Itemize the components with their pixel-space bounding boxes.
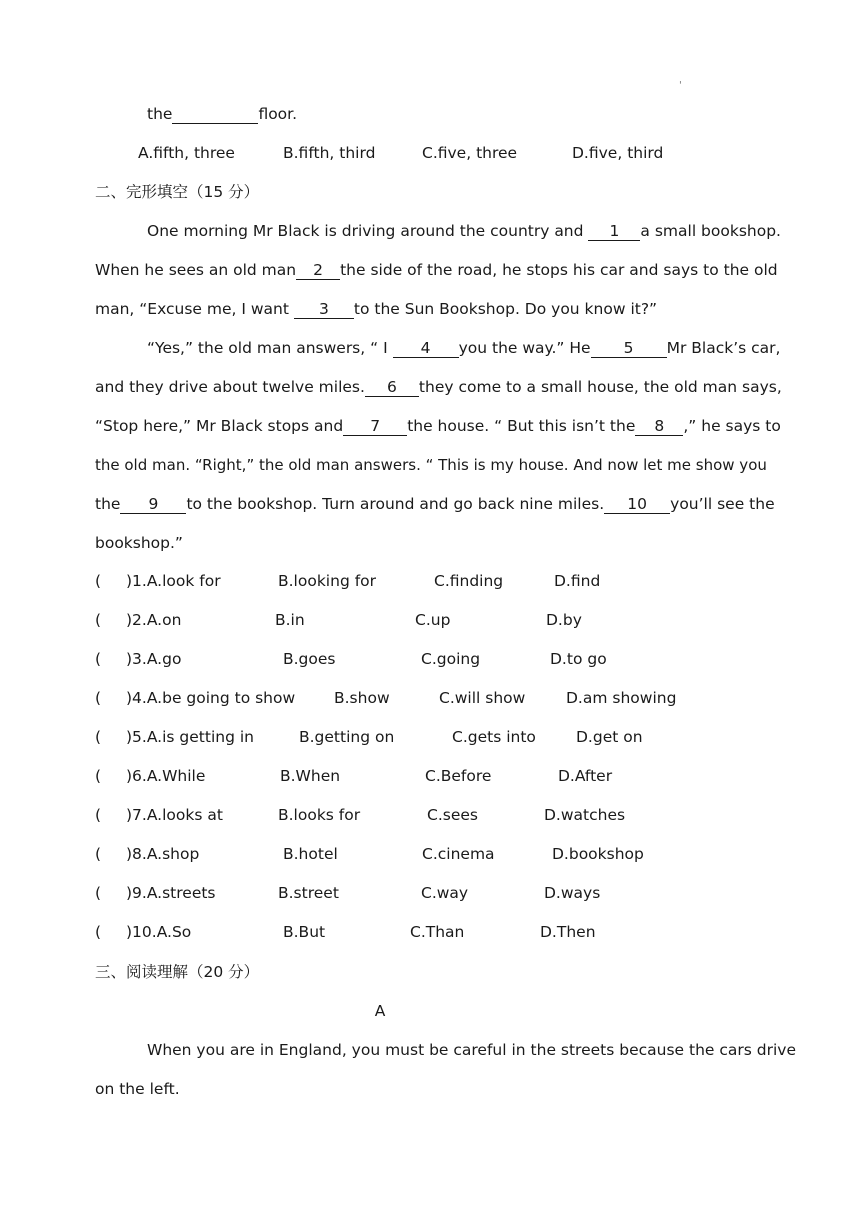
question-number: )3.A.go — [126, 650, 182, 668]
passage-line-4 — [147, 338, 780, 358]
text: to the Sun Bookshop. Do you know it?” — [353, 300, 658, 318]
text: ,” he says to — [683, 417, 781, 435]
text: you’ll see the — [670, 495, 775, 513]
question-row-10 — [95, 923, 775, 943]
text: “Yes,” the old man answers, “ I — [147, 339, 388, 357]
passage-line-3 — [95, 299, 657, 319]
question-number: )8.A.shop — [126, 845, 200, 863]
text: the — [95, 495, 121, 513]
question-row-1 — [95, 572, 775, 592]
passage-line-9: bookshop.” — [95, 534, 183, 552]
text: to the bookshop. Turn around and go back nine miles. — [186, 495, 605, 513]
question-row-7 — [95, 806, 775, 826]
question-row-3 — [95, 650, 775, 670]
text: the side of the road, he stops his car and says to the old — [340, 261, 778, 279]
blank-9: 9 — [120, 495, 186, 514]
prev-question-line — [147, 104, 297, 124]
option-b: B.When — [280, 767, 341, 785]
question-row-8 — [95, 845, 775, 865]
text: the — [147, 105, 173, 123]
option-b: B.goes — [283, 650, 336, 668]
option-d: D.After — [558, 767, 613, 785]
question-number: )4.A.be going to show — [126, 689, 296, 707]
option-d: D.find — [554, 572, 601, 590]
blank-4: 4 — [393, 339, 459, 358]
question-number: )9.A.streets — [126, 884, 216, 902]
passage-label: A — [374, 1002, 386, 1020]
option-b: B.street — [278, 884, 339, 902]
passage-line-7: the old man. “Right,” the old man answers. “ This is my house. And now let me show you — [95, 456, 767, 474]
option-b: B.getting on — [299, 728, 395, 746]
blank-6: 6 — [365, 378, 419, 397]
option-c: C.gets into — [452, 728, 536, 746]
option-b: B.But — [283, 923, 326, 941]
blank-3: 3 — [294, 300, 354, 319]
option-c: C.going — [421, 650, 481, 668]
option-d: D.am showing — [566, 689, 677, 707]
answer-paren: ( — [95, 650, 102, 668]
text: When he sees an old man — [95, 261, 297, 279]
option-b: B.looking for — [278, 572, 377, 590]
option-d: D.Then — [540, 923, 596, 941]
text: you the way.” He — [458, 339, 591, 357]
blank-8: 8 — [635, 417, 683, 436]
text: man, “Excuse me, I want — [95, 300, 289, 318]
passage-line-8 — [95, 494, 775, 514]
option-b: B.in — [275, 611, 305, 629]
option-d: D.get on — [576, 728, 643, 746]
answer-blank — [172, 105, 258, 124]
stray-mark: ' — [679, 80, 682, 91]
passage-line-2 — [95, 260, 778, 280]
blank-2: 2 — [296, 261, 340, 280]
option-b: B.show — [334, 689, 390, 707]
text: a small bookshop. — [640, 222, 781, 240]
reading-line-1: When you are in England, you must be careful in the streets because the cars drive — [147, 1041, 796, 1059]
question-row-4 — [95, 689, 775, 709]
text: One morning Mr Black is driving around the country and — [147, 222, 584, 240]
text: Mr Black’s car, — [666, 339, 781, 357]
option-b: B.hotel — [283, 845, 338, 863]
text: the house. “ But this isn’t the — [407, 417, 636, 435]
option-c: C.sees — [427, 806, 478, 824]
option-d: D.ways — [544, 884, 601, 902]
option-d: D.to go — [550, 650, 607, 668]
question-row-2 — [95, 611, 775, 631]
passage-line-6 — [95, 416, 781, 436]
blank-5: 5 — [591, 339, 667, 358]
question-number: )6.A.While — [126, 767, 206, 785]
blank-10: 10 — [604, 495, 670, 514]
answer-paren: ( — [95, 806, 102, 824]
question-number: )5.A.is getting in — [126, 728, 254, 746]
question-row-6 — [95, 767, 775, 787]
answer-paren: ( — [95, 884, 102, 902]
question-number: )7.A.looks at — [126, 806, 223, 824]
text: they come to a small house, the old man says, — [418, 378, 782, 396]
question-number: )1.A.look for — [126, 572, 221, 590]
option-a: A.fifth, three — [138, 144, 235, 162]
answer-paren: ( — [95, 845, 102, 863]
section2-heading: 二、完形填空（15 分） — [95, 183, 260, 201]
option-c: C.up — [415, 611, 451, 629]
text: floor. — [258, 105, 298, 123]
answer-paren: ( — [95, 767, 102, 785]
answer-paren: ( — [95, 728, 102, 746]
option-c: C.finding — [434, 572, 504, 590]
question-number: )2.A.on — [126, 611, 182, 629]
option-d: D.bookshop — [552, 845, 644, 863]
prev-question-options — [138, 143, 738, 163]
blank-1: 1 — [588, 222, 640, 241]
option-d: D.by — [546, 611, 582, 629]
option-c: C.cinema — [422, 845, 495, 863]
passage-line-5 — [95, 377, 782, 397]
option-d: D.watches — [544, 806, 626, 824]
option-c: C.will show — [439, 689, 526, 707]
option-c: C.way — [421, 884, 469, 902]
question-row-5 — [95, 728, 775, 748]
answer-paren: ( — [95, 572, 102, 590]
text: and they drive about twelve miles. — [95, 378, 365, 396]
section3-heading: 三、阅读理解（20 分） — [95, 963, 260, 981]
option-c: C.Than — [410, 923, 465, 941]
question-row-9 — [95, 884, 775, 904]
option-b: B.looks for — [278, 806, 361, 824]
answer-paren: ( — [95, 689, 102, 707]
answer-paren: ( — [95, 611, 102, 629]
blank-7: 7 — [343, 417, 407, 436]
text: “Stop here,” Mr Black stops and — [95, 417, 344, 435]
reading-line-2: on the left. — [95, 1080, 180, 1098]
option-d: D.five, third — [572, 144, 664, 162]
passage-line-1 — [147, 221, 781, 241]
answer-paren: ( — [95, 923, 102, 941]
option-c: C.five, three — [422, 144, 518, 162]
question-number: )10.A.So — [126, 923, 192, 941]
option-b: B.fifth, third — [283, 144, 376, 162]
option-c: C.Before — [425, 767, 492, 785]
